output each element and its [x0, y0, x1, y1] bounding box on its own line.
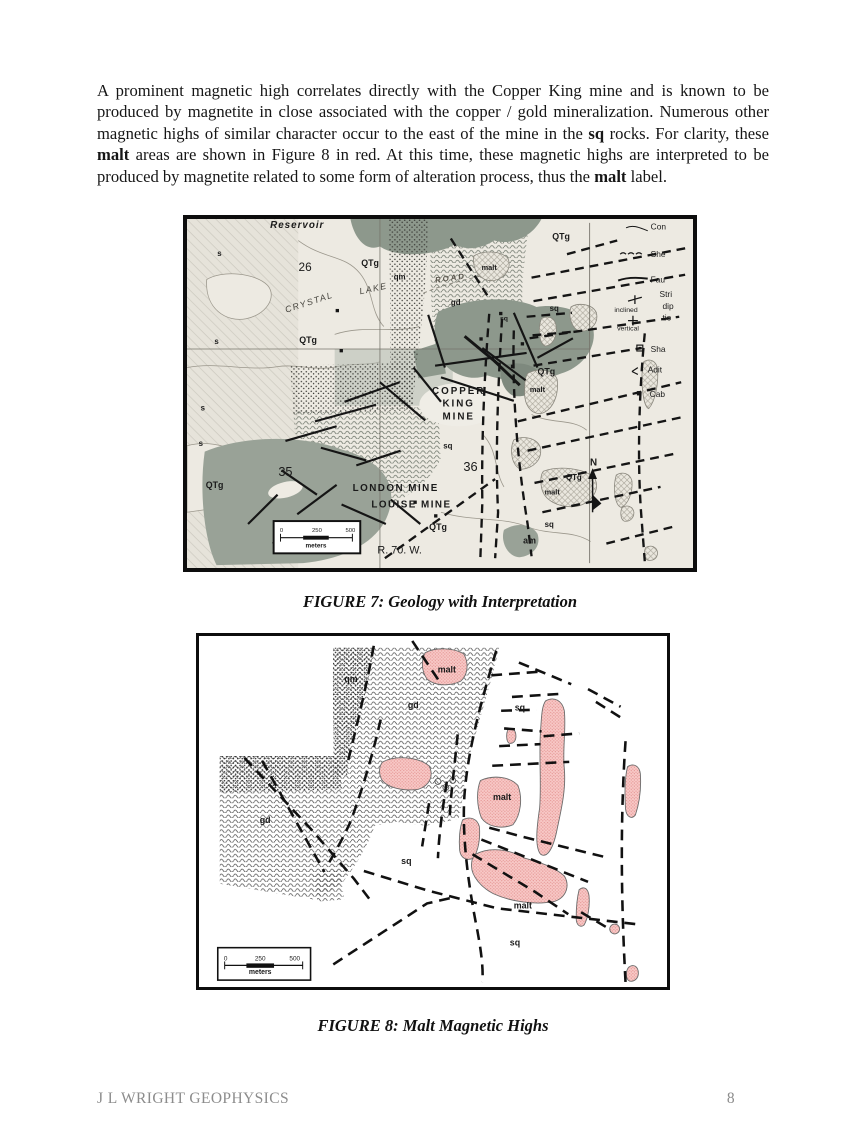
map-label: LAKE	[358, 280, 389, 297]
map-label: dip	[662, 300, 674, 311]
map-label: QTg	[361, 257, 379, 268]
map-label: 0	[279, 527, 284, 534]
figure8-map	[199, 636, 667, 987]
map-label: 500	[345, 527, 356, 534]
map-label: LONDON MINE	[352, 482, 439, 494]
map-label: 35	[278, 464, 293, 480]
map-label: s	[217, 249, 222, 259]
map-label: Stri	[659, 289, 673, 300]
map-label: s	[214, 337, 219, 347]
cabin-symbol	[637, 391, 641, 395]
map-label: Sha	[650, 343, 666, 354]
map-label: s	[200, 403, 205, 413]
map-label: Con	[650, 221, 667, 232]
map-label: sq	[549, 303, 559, 313]
map-label: malt	[492, 792, 512, 803]
map-label: Fau	[650, 274, 666, 285]
map-label: gd	[407, 699, 419, 710]
map-label: tio	[662, 312, 672, 323]
map-label: Adit	[647, 364, 663, 375]
map-label: gd	[450, 298, 461, 308]
map-label: malt	[481, 262, 497, 272]
map-label: COPPER	[432, 386, 486, 397]
map-label: vertical	[617, 325, 639, 333]
figure7-map	[187, 219, 693, 568]
map-label: 0	[223, 955, 228, 963]
map-label: Cab	[649, 388, 666, 399]
map-label: 500	[289, 955, 301, 963]
map-label: sq	[544, 519, 554, 529]
map-label: QTg	[566, 473, 582, 483]
map-label: meters	[305, 542, 327, 550]
map-label: QTg	[299, 335, 317, 346]
map-label: malt	[544, 487, 560, 497]
page-footer	[97, 1090, 735, 1108]
map-label: She	[650, 249, 666, 260]
map-label: QTg	[552, 231, 570, 242]
map-label: sq	[499, 315, 509, 323]
map-label: sq	[401, 856, 412, 867]
map-label: 26	[298, 260, 312, 274]
map-label: gd	[259, 814, 271, 825]
map-label: LOUISE MINE	[371, 499, 452, 511]
map-label: meters	[248, 969, 272, 977]
figure8-malt-map	[196, 633, 670, 990]
map-label: CRYSTAL	[283, 289, 335, 315]
map-label: QTg	[205, 479, 224, 490]
map-label: sq	[514, 702, 526, 713]
map-label: qm	[344, 674, 358, 685]
map-label: qm	[393, 272, 406, 282]
figure8-caption: FIGURE 8: Malt Magnetic Highs	[317, 1016, 549, 1035]
map-label: am	[523, 535, 536, 546]
figure7-geology-map	[183, 215, 697, 572]
map-label: sq	[443, 441, 453, 451]
footer-company: J L WRIGHT GEOPHYSICS	[97, 1090, 289, 1107]
map-label: s	[198, 438, 203, 448]
map-label: ROAD	[434, 271, 467, 285]
map-label: KING	[442, 398, 475, 410]
figure7-caption: FIGURE 7: Geology with Interpretation	[302, 592, 578, 611]
body-paragraph: A prominent magnetic high correlates directly with the Copper King mine and is known to be produced by magnetite in close associated with the copper / gold mineralization. Numerous other magnetic highs of similar character occur to the east of the mine in the sq rocks. For clarity, these malt areas are shown in Figure 8 in red. At this time, these magnetic highs are interpreted to be produced by magnetite related to some form of alteration process, thus the malt label.	[97, 80, 769, 186]
map-label: 250	[312, 527, 322, 534]
map-label: sq	[509, 937, 521, 948]
map-label: malt	[437, 664, 456, 675]
map-label: QTg	[429, 521, 447, 532]
footer-page-number: 8	[726, 1090, 735, 1107]
map-label: malt	[513, 900, 532, 911]
map-label: N	[590, 457, 598, 469]
map-label: 36	[463, 459, 478, 475]
map-label: 250	[254, 955, 266, 963]
map-label: Reservoir	[270, 219, 325, 231]
map-label: malt	[529, 385, 546, 395]
map-label: inclined	[614, 306, 638, 314]
map-label: QTg	[537, 366, 556, 377]
map-label: MINE	[442, 411, 475, 423]
map-label: R. 70. W.	[377, 544, 422, 557]
